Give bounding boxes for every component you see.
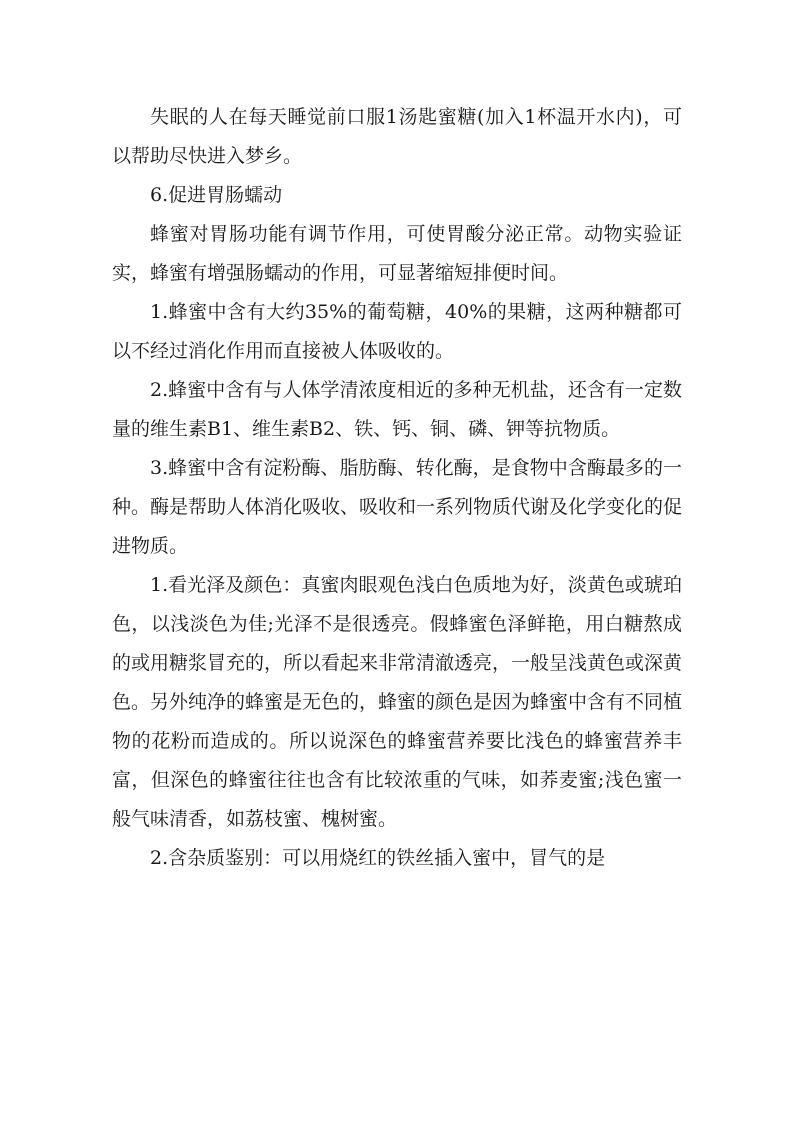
paragraph-luster-color: 1.看光泽及颜色：真蜜肉眼观色浅白色质地为好，淡黄色或琥珀色，以浅淡色为佳;光泽不是很透亮。假蜂蜜色泽鲜艳，用白糖熬成的或用糖浆冒充的，所以看起来非常清澈透亮，一般呈浅黄色或深黄色。另外纯净的蜂蜜是无色的，蜂蜜的颜色是因为蜂蜜中含有不同植物的花粉而造成的。所以说深色的蜂蜜营养要比浅色的蜂蜜营养丰富，但深色的蜂蜜往往也含有比较浓重的气味，如荞麦蜜;浅色蜜一般气味清香，如荔枝蜜、槐树蜜。 [112,574,683,830]
paragraph-gut-function: 蜂蜜对胃肠功能有调节作用，可使胃酸分泌正常。动物实验证实，蜂蜜有增强肠蠕动的作用，可显著缩短排便时间。 [112,223,682,284]
paragraph-enzymes: 3.蜂蜜中含有淀粉酶、脂肪酶、转化酶，是食物中含酶最多的一种。酶是帮助人体消化吸收、吸收和一系列物质代谢及化学变化的促进物质。 [112,457,683,557]
paragraph-insomnia: 失眠的人在每天睡觉前口服1汤匙蜜糖(加入1杯温开水内)，可以帮助尽快进入梦乡。 [112,106,682,167]
document-body [112,98,682,878]
section-heading-gut-motility: 6.促进胃肠蠕动 [150,184,283,206]
paragraph-minerals: 2.蜂蜜中含有与人体学清浓度相近的多种无机盐，还含有一定数量的维生素B1、维生素B2、铁、钙、铜、磷、钾等抗物质。 [112,379,682,440]
paragraph-sugars: 1.蜂蜜中含有大约35%的葡萄糖，40%的果糖，这两种糖都可以不经过消化作用而直接被人体吸收的。 [112,301,682,362]
paragraph-impurities: 2.含杂质鉴别：可以用烧红的铁丝插入蜜中，冒气的是 [150,847,606,869]
